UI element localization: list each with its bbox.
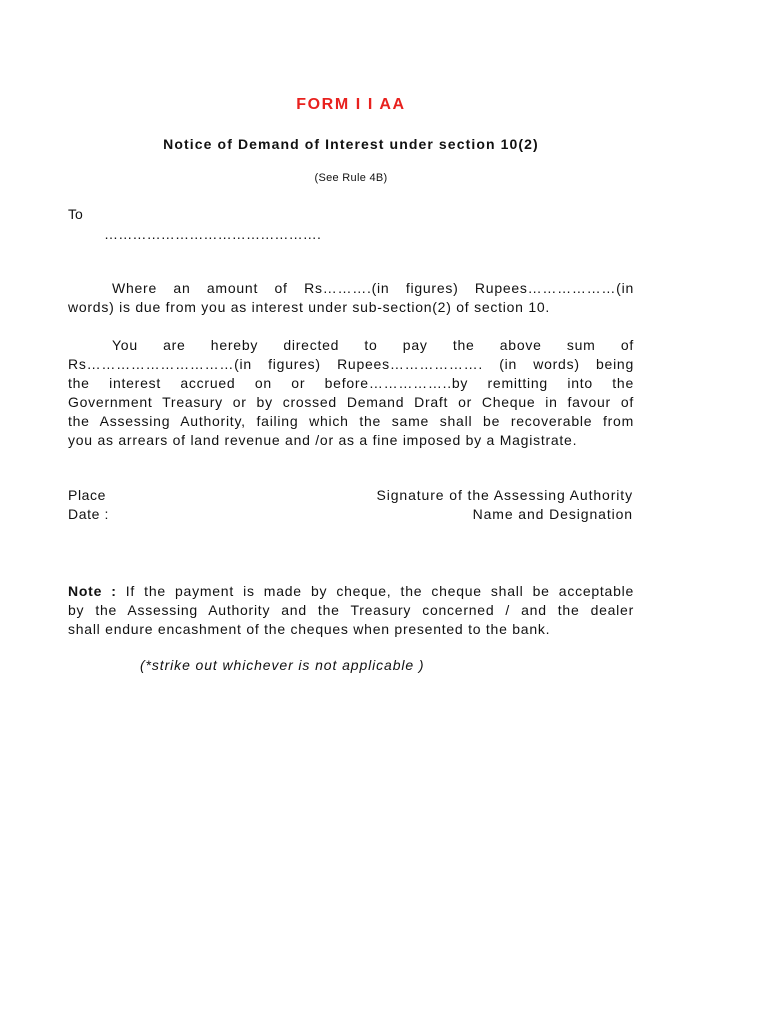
directive-paragraph [68, 336, 634, 450]
signature-label: Signature of the Assessing Authority [376, 487, 633, 503]
form-title: FORM I I AA [296, 96, 406, 113]
directive-paragraph-line: Rs…………………………(in figures) Rupees………………. (in words) being [68, 356, 634, 372]
amount-paragraph-line: Where an amount of Rs……….(in figures) Rupees………………(in [112, 280, 634, 296]
amount-paragraph [68, 279, 634, 317]
payment-note-line: shall endure encashment of the cheques when presented to the bank. [68, 621, 551, 637]
directive-paragraph-line: Government Treasury or by crossed Demand Draft or Cheque in favour of [68, 394, 634, 410]
payment-note [68, 582, 634, 639]
form-subtitle: Notice of Demand of Interest under section 10(2) [163, 136, 539, 152]
name-designation-label: Name and Designation [472, 506, 633, 522]
rule-reference: (See Rule 4B) [314, 172, 388, 184]
payment-note-line [68, 582, 634, 601]
place-label: Place [68, 487, 107, 503]
addressee-blank: ………………………………………. [104, 226, 322, 242]
directive-paragraph-line: the Assessing Authority, failing which the same shall be recoverable from [68, 413, 634, 429]
directive-paragraph-line: You are hereby directed to pay the above sum of [112, 337, 634, 353]
directive-paragraph-line: you as arrears of land revenue and /or as a fine imposed by a Magistrate. [68, 432, 578, 448]
amount-paragraph-line: words) is due from you as interest under sub-section(2) of section 10. [68, 299, 551, 315]
strike-out-note: (*strike out whichever is not applicable ) [140, 657, 425, 673]
date-label: Date : [68, 506, 109, 522]
to-label: To [68, 206, 83, 222]
directive-paragraph-line: the interest accrued on or before……………..by remitting into the [68, 375, 634, 391]
payment-note-line: by the Assessing Authority and the Treasury concerned / and the dealer [68, 602, 634, 618]
note-text: If the payment is made by cheque, the cheque shall be acceptable [125, 583, 635, 599]
note-label: Note : [68, 583, 117, 599]
